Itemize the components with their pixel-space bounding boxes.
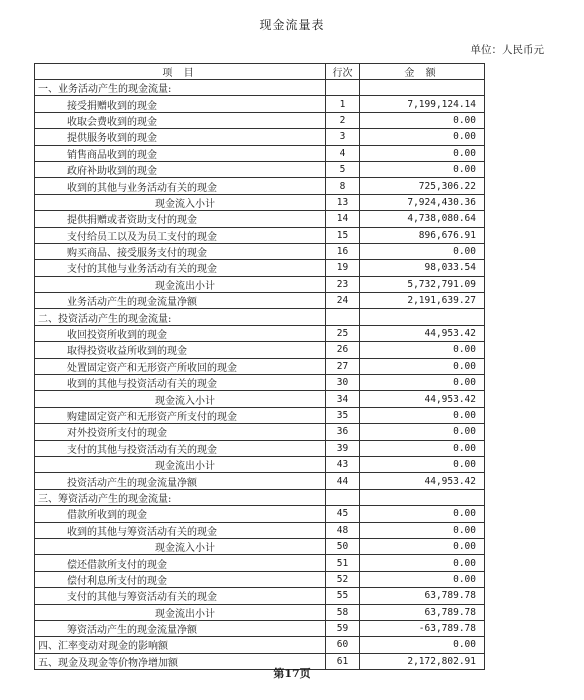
row-item-label: 处置固定资产和无形资产所收回的现金 [35,358,326,374]
row-amount [360,489,485,505]
row-amount: 44,953.42 [360,473,485,489]
row-amount: 0.00 [360,112,485,128]
row-line-number: 34 [326,391,360,407]
header-item: 项 目 [35,64,326,80]
row-item-label: 收回投资所收到的现金 [35,325,326,341]
page-number: 第17页 [273,667,311,680]
row-item-label: 收到的其他与业务活动有关的现金 [35,178,326,194]
row-line-number: 24 [326,293,360,309]
row-item-label: 收取会费收到的现金 [35,112,326,128]
currency-unit: 单位：人民币元 [470,44,544,56]
row-line-number: 48 [326,522,360,538]
row-item-label: 现金流出小计 [35,456,326,472]
table-row [35,112,485,128]
row-item-label: 接受捐赠收到的现金 [35,96,326,112]
row-amount: 7,199,124.14 [360,96,485,112]
row-line-number: 51 [326,555,360,571]
table-row [35,293,485,309]
row-amount: 63,789.78 [360,604,485,620]
row-line-number: 27 [326,358,360,374]
row-item-label: 现金流出小计 [35,276,326,292]
cash-flow-table [34,63,485,670]
table-row [35,243,485,259]
table-row [35,194,485,210]
row-line-number: 60 [326,637,360,653]
table-row [35,555,485,571]
row-amount [360,309,485,325]
table-row [35,309,485,325]
table-row [35,80,485,96]
row-amount: 0.00 [360,407,485,423]
table-row [35,145,485,161]
table-row [35,211,485,227]
table-row [35,227,485,243]
row-amount: 7,924,430.36 [360,194,485,210]
row-amount: 2,172,802.91 [360,653,485,669]
table-row [35,161,485,177]
row-line-number: 44 [326,473,360,489]
row-line-number: 5 [326,161,360,177]
row-item-label: 三、筹资活动产生的现金流量: [35,489,326,505]
row-item-label: 现金流入小计 [35,194,326,210]
table-row [35,276,485,292]
row-item-label: 偿付利息所支付的现金 [35,571,326,587]
row-item-label: 偿还借款所支付的现金 [35,555,326,571]
row-line-number: 30 [326,375,360,391]
row-item-label: 取得投资收益所收到的现金 [35,342,326,358]
row-line-number [326,489,360,505]
row-line-number: 45 [326,506,360,522]
row-line-number: 50 [326,538,360,554]
header-line: 行次 [326,64,360,80]
row-line-number: 61 [326,653,360,669]
row-amount: 5,732,791.09 [360,276,485,292]
row-amount: 0.00 [360,571,485,587]
table-header-row [35,64,485,80]
table-row [35,588,485,604]
row-amount: 44,953.42 [360,391,485,407]
table-row [35,407,485,423]
table-row [35,96,485,112]
row-item-label: 现金流出小计 [35,604,326,620]
row-amount: 0.00 [360,440,485,456]
row-line-number: 14 [326,211,360,227]
row-amount [360,80,485,96]
table-row [35,506,485,522]
row-item-label: 筹资活动产生的现金流量净额 [35,620,326,636]
header-amount: 金 额 [360,64,485,80]
row-item-label: 政府补助收到的现金 [35,161,326,177]
row-amount: 896,676.91 [360,227,485,243]
table-row [35,358,485,374]
row-item-label: 借款所收到的现金 [35,506,326,522]
table-row [35,571,485,587]
table-row [35,637,485,653]
row-item-label: 收到的其他与筹资活动有关的现金 [35,522,326,538]
table-row [35,391,485,407]
row-amount: 0.00 [360,506,485,522]
row-line-number: 8 [326,178,360,194]
report-title: 现金流量表 [259,18,325,32]
row-item-label: 提供捐赠或者资助支付的现金 [35,211,326,227]
row-item-label: 二、投资活动产生的现金流量: [35,309,326,325]
row-line-number: 3 [326,129,360,145]
row-amount: 0.00 [360,424,485,440]
row-line-number: 59 [326,620,360,636]
row-item-label: 支付的其他与业务活动有关的现金 [35,260,326,276]
table-row [35,489,485,505]
row-amount: 0.00 [360,637,485,653]
row-amount: -63,789.78 [360,620,485,636]
table-row [35,129,485,145]
table-row [35,260,485,276]
row-amount: 0.00 [360,555,485,571]
row-line-number [326,80,360,96]
row-item-label: 支付的其他与投资活动有关的现金 [35,440,326,456]
table-row [35,440,485,456]
row-line-number: 35 [326,407,360,423]
row-amount: 0.00 [360,129,485,145]
table-row [35,456,485,472]
table-row [35,342,485,358]
table-row [35,375,485,391]
table-row [35,604,485,620]
row-amount: 2,191,639.27 [360,293,485,309]
row-line-number: 58 [326,604,360,620]
row-item-label: 业务活动产生的现金流量净额 [35,293,326,309]
table-row [35,178,485,194]
row-item-label: 支付给员工以及为员工支付的现金 [35,227,326,243]
row-amount: 0.00 [360,456,485,472]
row-amount: 0.00 [360,342,485,358]
row-item-label: 现金流入小计 [35,538,326,554]
row-item-label: 销售商品收到的现金 [35,145,326,161]
row-line-number: 13 [326,194,360,210]
row-item-label: 提供服务收到的现金 [35,129,326,145]
row-line-number: 43 [326,456,360,472]
row-line-number: 2 [326,112,360,128]
row-amount: 63,789.78 [360,588,485,604]
row-item-label: 支付的其他与筹资活动有关的现金 [35,588,326,604]
row-amount: 0.00 [360,243,485,259]
row-amount: 0.00 [360,538,485,554]
row-line-number: 25 [326,325,360,341]
row-line-number: 1 [326,96,360,112]
table-row [35,522,485,538]
row-line-number: 36 [326,424,360,440]
row-amount: 98,033.54 [360,260,485,276]
row-item-label: 投资活动产生的现金流量净额 [35,473,326,489]
row-line-number: 39 [326,440,360,456]
row-item-label: 收到的其他与投资活动有关的现金 [35,375,326,391]
row-amount: 725,306.22 [360,178,485,194]
table-row [35,538,485,554]
row-line-number: 23 [326,276,360,292]
row-line-number: 4 [326,145,360,161]
row-amount: 0.00 [360,145,485,161]
row-line-number: 26 [326,342,360,358]
row-amount: 44,953.42 [360,325,485,341]
row-line-number [326,309,360,325]
table-row [35,424,485,440]
row-line-number: 15 [326,227,360,243]
row-item-label: 购买商品、接受服务支付的现金 [35,243,326,259]
row-item-label: 现金流入小计 [35,391,326,407]
row-item-label: 五、现金及现金等价物净增加额 [35,653,326,669]
table-row [35,620,485,636]
row-amount: 0.00 [360,161,485,177]
row-line-number: 16 [326,243,360,259]
table-row [35,473,485,489]
row-line-number: 52 [326,571,360,587]
row-amount: 4,738,080.64 [360,211,485,227]
table-row [35,325,485,341]
row-line-number: 19 [326,260,360,276]
row-item-label: 对外投资所支付的现金 [35,424,326,440]
row-amount: 0.00 [360,358,485,374]
row-item-label: 一、业务活动产生的现金流量: [35,80,326,96]
row-amount: 0.00 [360,375,485,391]
row-amount: 0.00 [360,522,485,538]
row-item-label: 四、汇率变动对现金的影响额 [35,637,326,653]
row-line-number: 55 [326,588,360,604]
row-item-label: 购建固定资产和无形资产所支付的现金 [35,407,326,423]
